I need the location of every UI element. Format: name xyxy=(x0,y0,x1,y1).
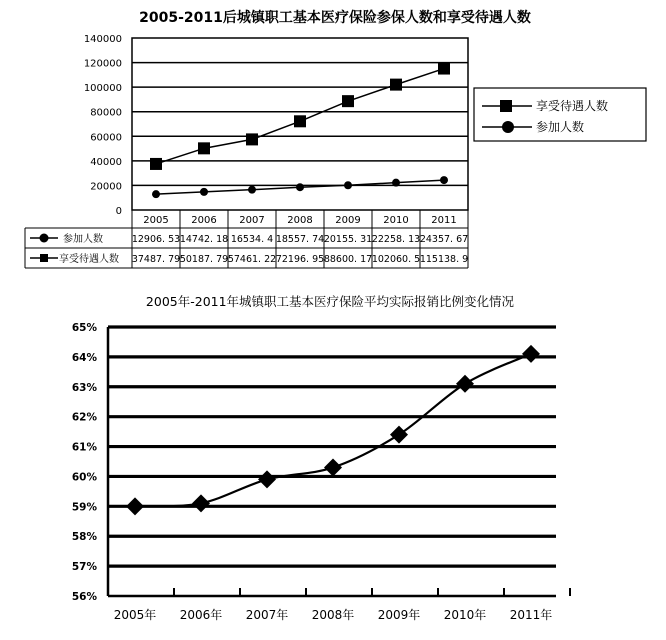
y-tick-label-140000: 140000 xyxy=(83,34,122,45)
y-tick-label-58%: 58% xyxy=(71,531,97,544)
y-tick-label-100000: 100000 xyxy=(83,83,122,95)
table-rowlabel-享受待遇人数: 享受待遇人数 xyxy=(59,254,119,265)
table-key-marker-circle xyxy=(40,234,49,243)
table-value-享受待遇人数-2005: 37487. 79 xyxy=(131,254,181,265)
table-value-享受待遇人数-2010: 102060. 5 xyxy=(371,254,421,265)
chart1-markers xyxy=(150,63,450,199)
y-tick-label-80000: 80000 xyxy=(90,107,122,119)
x-tick-label-2010年: 2010年 xyxy=(443,608,487,622)
marker-2009年 xyxy=(390,426,408,444)
marker-2006年 xyxy=(192,494,210,512)
chart1 xyxy=(25,9,646,268)
data-table-values xyxy=(132,234,468,265)
x-tick-label-2006年: 2006年 xyxy=(179,608,223,622)
chart2-title: 2005年-2011年城镇职工基本医疗保险平均实际报销比例变化情况 xyxy=(145,294,515,309)
y-tick-label-60%: 60% xyxy=(71,471,97,484)
marker-享受待遇人数-2009 xyxy=(342,95,354,107)
table-value-参加人数-2005: 12906. 53 xyxy=(131,234,181,245)
y-tick-label-61%: 61% xyxy=(71,441,97,454)
table-key-marker-square xyxy=(40,254,48,262)
table-value-参加人数-2010: 22258. 13 xyxy=(371,234,421,245)
marker-享受待遇人数-2006 xyxy=(198,142,210,154)
marker-享受待遇人数-2005 xyxy=(150,158,162,170)
chart1-data-table xyxy=(25,210,468,268)
y-tick-label-57%: 57% xyxy=(71,561,97,574)
chart2-x-tick-labels xyxy=(114,588,570,622)
y-tick-label-60000: 60000 xyxy=(90,132,122,144)
chart1-y-tick-labels xyxy=(84,34,122,217)
table-value-享受待遇人数-2007: 57461. 22 xyxy=(227,254,277,265)
marker-参加人数-2005 xyxy=(152,190,160,198)
marker-2010年 xyxy=(456,375,474,393)
marker-享受待遇人数-2007 xyxy=(246,133,258,145)
y-tick-label-20000: 20000 xyxy=(90,181,122,193)
marker-2005年 xyxy=(126,497,144,515)
table-value-参加人数-2007: 16534. 4 xyxy=(230,234,274,245)
table-value-享受待遇人数-2011: 115138. 9 xyxy=(419,254,469,265)
y-tick-label-64%: 64% xyxy=(71,351,97,364)
chart1-legend xyxy=(474,88,646,141)
x-tick-label-2011年: 2011年 xyxy=(509,608,553,622)
marker-参加人数-2007 xyxy=(248,186,256,194)
table-value-享受待遇人数-2008: 72196. 95 xyxy=(275,254,325,265)
chart1-title: 2005-2011后城镇职工基本医疗保险参保人数和享受待遇人数 xyxy=(139,10,531,26)
x-tick-label-2005年: 2005年 xyxy=(113,608,157,622)
chart1-series xyxy=(150,63,450,199)
chart2 xyxy=(72,294,570,622)
x-tick-label-2011: 2011 xyxy=(431,215,457,226)
table-rowlabel-参加人数: 参加人数 xyxy=(63,234,103,245)
table-value-参加人数-2009: 20155. 31 xyxy=(323,234,373,245)
y-tick-label-120000: 120000 xyxy=(83,58,122,70)
x-tick-label-2007: 2007 xyxy=(239,215,265,226)
x-tick-label-2009年: 2009年 xyxy=(377,608,421,622)
marker-2008年 xyxy=(324,458,342,476)
marker-2011年 xyxy=(522,345,540,363)
marker-享受待遇人数-2011 xyxy=(438,63,450,75)
marker-享受待遇人数-2010 xyxy=(390,79,402,91)
series-line-平均实际报销比例 xyxy=(135,354,531,506)
x-tick-label-2005: 2005 xyxy=(143,215,169,226)
x-tick-label-2008: 2008 xyxy=(287,215,313,226)
chart2-markers xyxy=(126,345,540,515)
legend-marker-circle xyxy=(502,121,514,133)
marker-参加人数-2008 xyxy=(296,183,304,191)
chart2-y-tick-labels xyxy=(72,322,98,603)
table-value-享受待遇人数-2009: 88600. 17 xyxy=(323,254,373,265)
y-tick-label-59%: 59% xyxy=(71,501,97,514)
table-value-参加人数-2006: 14742. 18 xyxy=(179,234,229,245)
data-table-category-row xyxy=(143,215,456,226)
table-value-参加人数-2008: 18557. 74 xyxy=(275,234,325,245)
marker-参加人数-2009 xyxy=(344,181,352,189)
marker-2007年 xyxy=(258,470,276,488)
y-tick-label-0: 0 xyxy=(115,206,122,217)
legend-label-参加人数: 参加人数 xyxy=(536,120,585,134)
marker-参加人数-2010 xyxy=(392,179,400,187)
x-tick-label-2006: 2006 xyxy=(191,215,217,226)
x-tick-label-2010: 2010 xyxy=(383,215,409,226)
marker-享受待遇人数-2008 xyxy=(294,115,306,127)
legend-label-享受待遇人数: 享受待遇人数 xyxy=(536,99,609,113)
legend-marker-square xyxy=(500,100,512,112)
table-value-享受待遇人数-2006: 50187. 79 xyxy=(179,254,229,265)
marker-参加人数-2006 xyxy=(200,188,208,196)
y-tick-label-63%: 63% xyxy=(71,381,97,394)
x-tick-label-2008年: 2008年 xyxy=(311,608,355,622)
y-tick-label-56%: 56% xyxy=(71,591,97,603)
marker-参加人数-2011 xyxy=(440,176,448,184)
x-tick-label-2009: 2009 xyxy=(335,215,361,226)
y-tick-label-40000: 40000 xyxy=(90,156,122,168)
x-tick-label-2007年: 2007年 xyxy=(245,608,289,622)
y-tick-label-65%: 65% xyxy=(71,322,97,334)
y-tick-label-62%: 62% xyxy=(71,411,97,424)
table-value-参加人数-2011: 24357. 67 xyxy=(419,234,469,245)
